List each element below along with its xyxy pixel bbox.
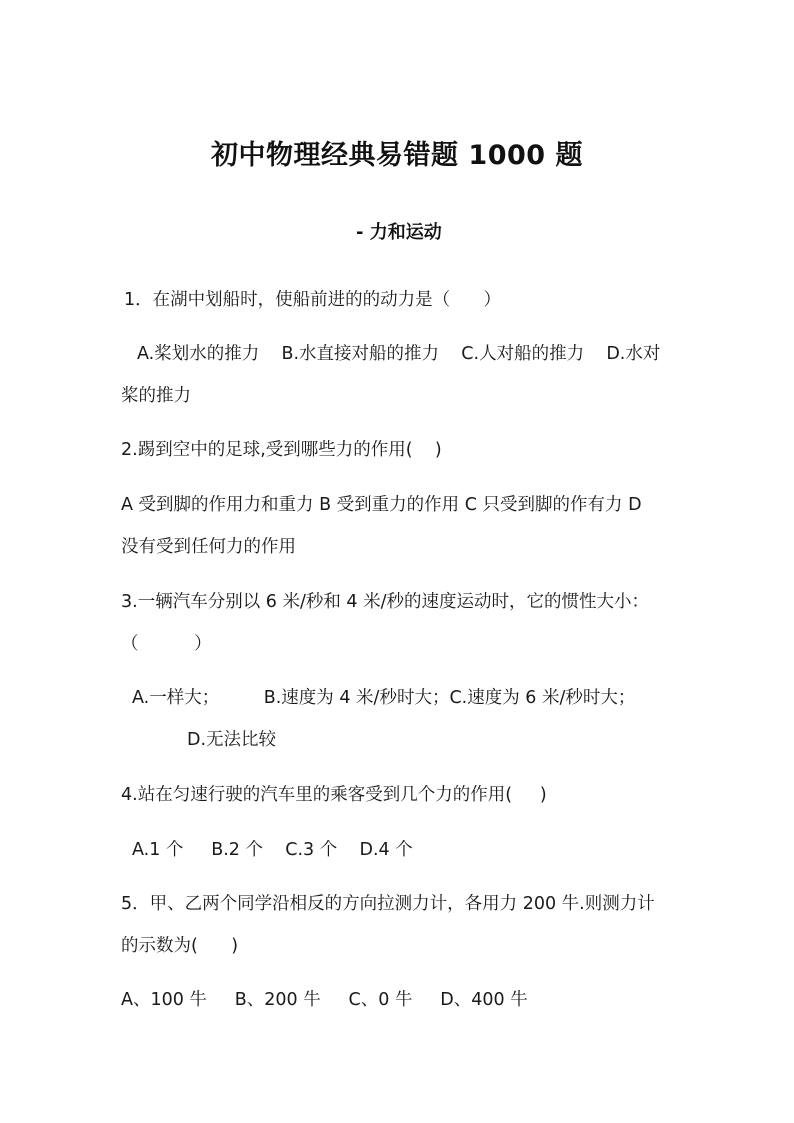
question-5-options: A、100 牛 B、200 牛 C、0 牛 D、400 牛 [121, 990, 528, 1010]
question-1-options: A.桨划水的推力 B.水直接对船的推力 C.人对船的推力 D.水对 [137, 344, 661, 364]
question-2-options-cont: 没有受到任何力的作用 [121, 537, 296, 557]
question-3-options-cont: D.无法比较 [187, 730, 277, 750]
question-2-stem: 2.踢到空中的足球,受到哪些力的作用( ) [121, 440, 442, 460]
question-3-options: A.一样大； B.速度为 4 米/秒时大；C.速度为 6 米/秒时大； [132, 688, 636, 708]
question-1-stem: 1．在湖中划船时，使船前进的的动力是（ ） [124, 290, 502, 310]
question-3-stem: 3.一辆汽车分别以 6 米/秒和 4 米/秒的速度运动时，它的惯性大小： [121, 592, 650, 612]
question-3-stem-cont: （ ） [121, 634, 212, 654]
question-4-options: A.1 个 B.2 个 C.3 个 D.4 个 [132, 840, 413, 860]
question-4-stem: 4.站在匀速行驶的汽车里的乘客受到几个力的作用( ) [121, 785, 547, 805]
document-title: 初中物理经典易错题 1000 题 [211, 140, 583, 171]
document-subtitle: - 力和运动 [356, 222, 442, 243]
question-5-stem: 5．甲、乙两个同学沿相反的方向拉测力计，各用力 200 牛.则测力计 [121, 894, 655, 914]
question-2-options: A 受到脚的作用力和重力 B 受到重力的作用 C 只受到脚的作有力 D [121, 495, 642, 515]
question-1-options-cont: 桨的推力 [121, 386, 191, 406]
question-5-stem-cont: 的示数为( ) [121, 936, 239, 956]
